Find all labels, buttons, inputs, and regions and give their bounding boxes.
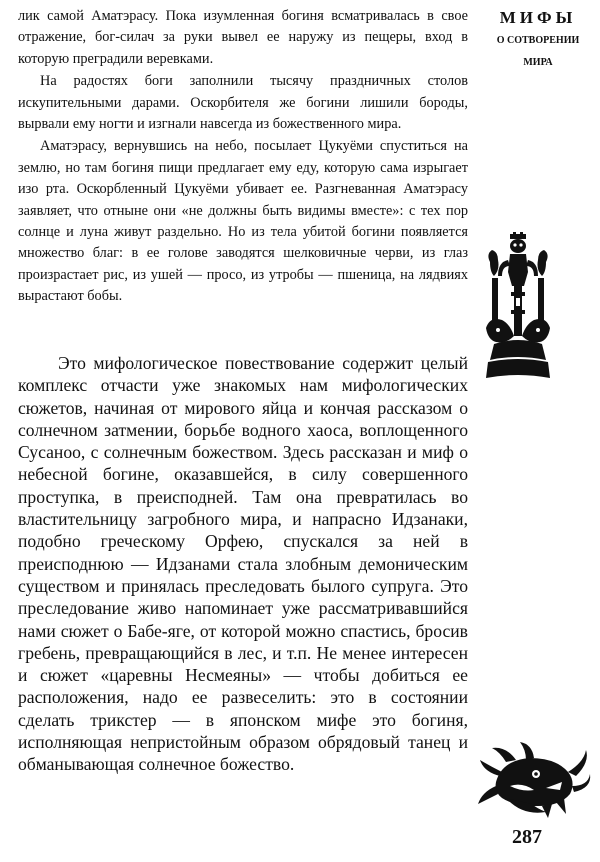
narrative-paragraph-1: лик самой Аматэрасу. Пока изумленная богиня всматривалась в свое отражение, бог-силач за руки вывел ее наружу из пещеры, вход в которую преградили веревками. bbox=[18, 8, 468, 67]
section-subtitle-line2: МИРА bbox=[523, 57, 553, 68]
section-header bbox=[478, 6, 598, 74]
section-subtitle-line1: О СОТВОРЕНИИ bbox=[496, 35, 580, 46]
narrative-block bbox=[18, 6, 468, 308]
page-number: 287 bbox=[512, 826, 542, 848]
narrative-paragraph-3: Аматэрасу, вернувшись на небо, посылает Цукуёми спуститься на землю, но там богиня пищи предлагает ему еду, которую сама изрыгает изо рта. Оскорбленный Цукуёми убивает ее. Разгневанная Аматэрасу заявляет, что отныне они «не должны быть видимы вместе»: с тех пор солнце и луна живут раздельно. Но из тела убитой богини появляется множество благ: в ее голове заводятся шелковичные черви, из глаз произрастает рис, из ушей — просо, из утробы — пшеница, на лядвиях вырастают бобы. bbox=[18, 138, 468, 305]
section-title: МИФЫ bbox=[499, 8, 577, 27]
dragon-ornament-icon bbox=[476, 742, 592, 820]
commentary-paragraph: Это мифологическое повествование содержит целый комплекс отчасти уже знакомых нам мифологических сюжетов, начиная от мирового яйца и кончая рассказом о солнечном затмении, борьбе водного хаоса, воплощенного Сусаноо, с солнечным божеством. Здесь рассказан и миф о небесной богине, оказавшейся, в силу совершенного проступка, в преисподней. Там она превратилась во властительницу загробного мира, и напрасно Идзанаки, подобно греческому Орфею, спускался за ней в преисподнюю — Идзанами стала злобным демоническим существом и принялась преследовать былого супруга. Это преследование живо напоминает уже рассматривавшийся нами сюжет о Бабе-яге, от которой можно спастись, бросив гребень, превращающийся в лес, и т.п. Не менее интересен и сюжет «царевны Несмеяны» — чтобы добиться ее расположения, надо ее развеселить: это в состоянии сделать трикстер — в японском мифе это богиня, исполняющая непристойным образом обрядовый танец и обманывающая солнечное божество. bbox=[18, 353, 468, 775]
idol-ornament-icon bbox=[484, 232, 552, 382]
narrative-paragraph-2: На радостях боги заполнили тысячу праздничных столов искупительными дарами. Оскорбителя же богини лишили бороды, вырвали ему ногти и изгнали навсегда из божественного мира. bbox=[18, 73, 468, 133]
